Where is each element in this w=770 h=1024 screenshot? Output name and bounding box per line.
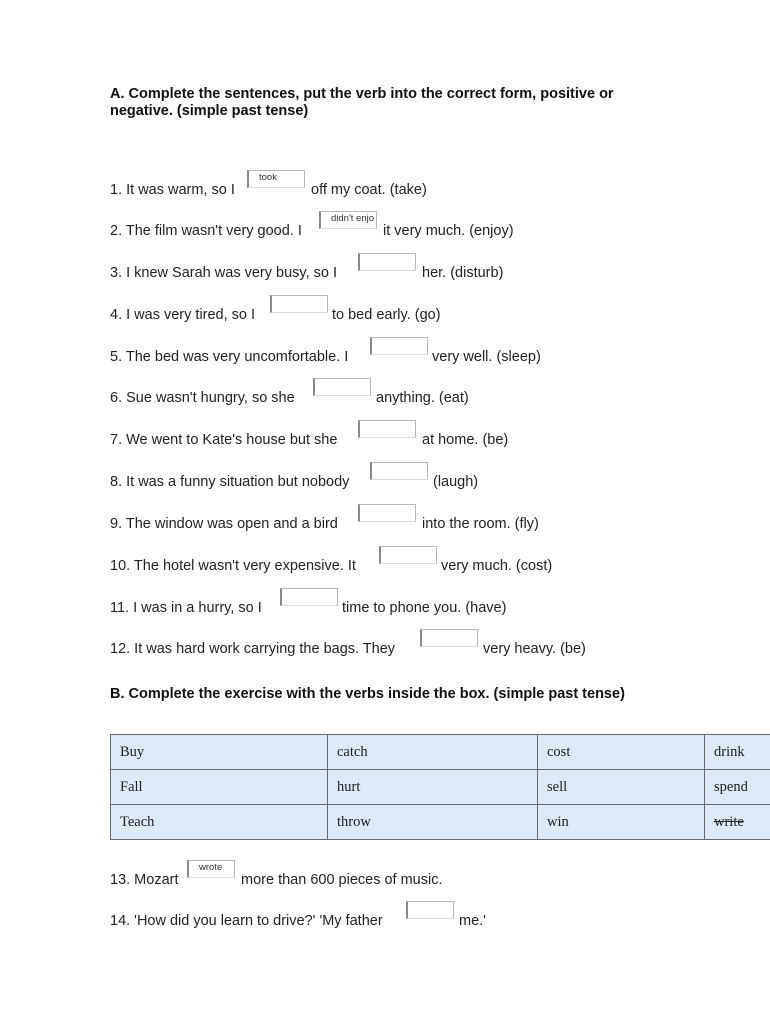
answer-input[interactable] bbox=[406, 901, 454, 919]
sentence-text-after: time to phone you. (have) bbox=[342, 600, 507, 616]
exercise-sentence bbox=[110, 295, 770, 321]
verb-cell: Teach bbox=[111, 805, 328, 840]
sentence-text-after: anything. (eat) bbox=[376, 390, 469, 406]
sentence-text-after: me.' bbox=[459, 913, 486, 929]
verb-cell: throw bbox=[328, 805, 538, 840]
section-b-heading: B. Complete the exercise with the verbs inside the box. (simple past tense) bbox=[110, 686, 625, 702]
exercise-sentence bbox=[110, 378, 770, 404]
sentence-text-before: 2. The film wasn't very good. I bbox=[110, 223, 302, 239]
sentence-text-after: more than 600 pieces of music. bbox=[241, 872, 443, 888]
answer-input[interactable] bbox=[379, 546, 437, 564]
verb-cell: write bbox=[705, 805, 770, 840]
exercise-sentence bbox=[110, 462, 770, 488]
verb-cell: hurt bbox=[328, 770, 538, 805]
sentence-text-before: 3. I knew Sarah was very busy, so I bbox=[110, 265, 337, 281]
sentence-text-before: 4. I was very tired, so I bbox=[110, 307, 256, 323]
verb-cell: sell bbox=[538, 770, 705, 805]
exercise-sentence bbox=[110, 901, 770, 927]
verb-cell: Fall bbox=[111, 770, 328, 805]
exercise-sentence bbox=[110, 170, 770, 196]
sentence-text-before: 9. The window was open and a bird bbox=[110, 516, 338, 532]
verb-cell: spend bbox=[705, 770, 770, 805]
sentence-text-after: very much. (cost) bbox=[441, 558, 553, 574]
answer-input[interactable] bbox=[313, 378, 371, 396]
verb-box-row bbox=[111, 805, 770, 840]
sentence-text-before: 14. 'How did you learn to drive?' 'My father bbox=[110, 913, 383, 929]
sentence-text-after: into the room. (fly) bbox=[422, 516, 539, 532]
sentence-text-after: very heavy. (be) bbox=[483, 641, 586, 657]
answer-input[interactable] bbox=[370, 337, 428, 355]
sentence-text-before: 7. We went to Kate's house but she bbox=[110, 432, 338, 448]
exercise-sentence bbox=[110, 504, 770, 530]
exercise-sentence bbox=[110, 420, 770, 446]
sentence-text-after: to bed early. (go) bbox=[332, 307, 441, 323]
sentence-text-before: 11. I was in a hurry, so I bbox=[110, 600, 262, 616]
exercise-sentence bbox=[110, 253, 770, 279]
exercise-sentence bbox=[110, 337, 770, 363]
verb-cell: drink bbox=[705, 735, 770, 770]
sentence-text-before: 8. It was a funny situation but nobody bbox=[110, 474, 350, 490]
sentence-text-before: 10. The hotel wasn't very expensive. It bbox=[110, 558, 356, 574]
exercise-sentence bbox=[110, 629, 770, 655]
sentence-text-before: 12. It was hard work carrying the bags. They bbox=[110, 641, 396, 657]
verb-cell: Buy bbox=[111, 735, 328, 770]
sentence-text-before: 6. Sue wasn't hungry, so she bbox=[110, 390, 295, 406]
sentence-text-after: at home. (be) bbox=[422, 432, 509, 448]
verb-box-row bbox=[111, 770, 770, 805]
sentence-text-after: it very much. (enjoy) bbox=[383, 223, 514, 239]
answer-input[interactable] bbox=[280, 588, 338, 606]
answer-input[interactable] bbox=[358, 420, 416, 438]
sentence-text-before: 1. It was warm, so I bbox=[110, 182, 235, 198]
exercise-sentence bbox=[110, 546, 770, 572]
verb-box-row bbox=[111, 735, 770, 770]
sentence-text-after: off my coat. (take) bbox=[311, 182, 427, 198]
answer-input[interactable]: wrote bbox=[187, 860, 235, 878]
sentence-text-after: (laugh) bbox=[433, 474, 479, 490]
verb-cell: cost bbox=[538, 735, 705, 770]
answer-input[interactable]: didn't enjo bbox=[319, 211, 377, 229]
answer-input[interactable]: took bbox=[247, 170, 305, 188]
verb-cell: win bbox=[538, 805, 705, 840]
exercise-sentence bbox=[110, 860, 770, 886]
sentence-text-after: her. (disturb) bbox=[422, 265, 504, 281]
answer-input[interactable] bbox=[358, 504, 416, 522]
exercise-sentence bbox=[110, 211, 770, 237]
exercise-sentence bbox=[110, 588, 770, 614]
answer-input[interactable] bbox=[420, 629, 478, 647]
verb-cell: catch bbox=[328, 735, 538, 770]
verb-box-table bbox=[110, 734, 770, 840]
section-a-heading: A. Complete the sentences, put the verb into the correct form, positive or negative. (simple past tense) bbox=[110, 86, 614, 119]
sentence-text-after: very well. (sleep) bbox=[432, 349, 541, 365]
answer-input[interactable] bbox=[270, 295, 328, 313]
sentence-text-before: 13. Mozart bbox=[110, 872, 179, 888]
sentence-text-before: 5. The bed was very uncomfortable. I bbox=[110, 349, 349, 365]
answer-input[interactable] bbox=[358, 253, 416, 271]
answer-input[interactable] bbox=[370, 462, 428, 480]
